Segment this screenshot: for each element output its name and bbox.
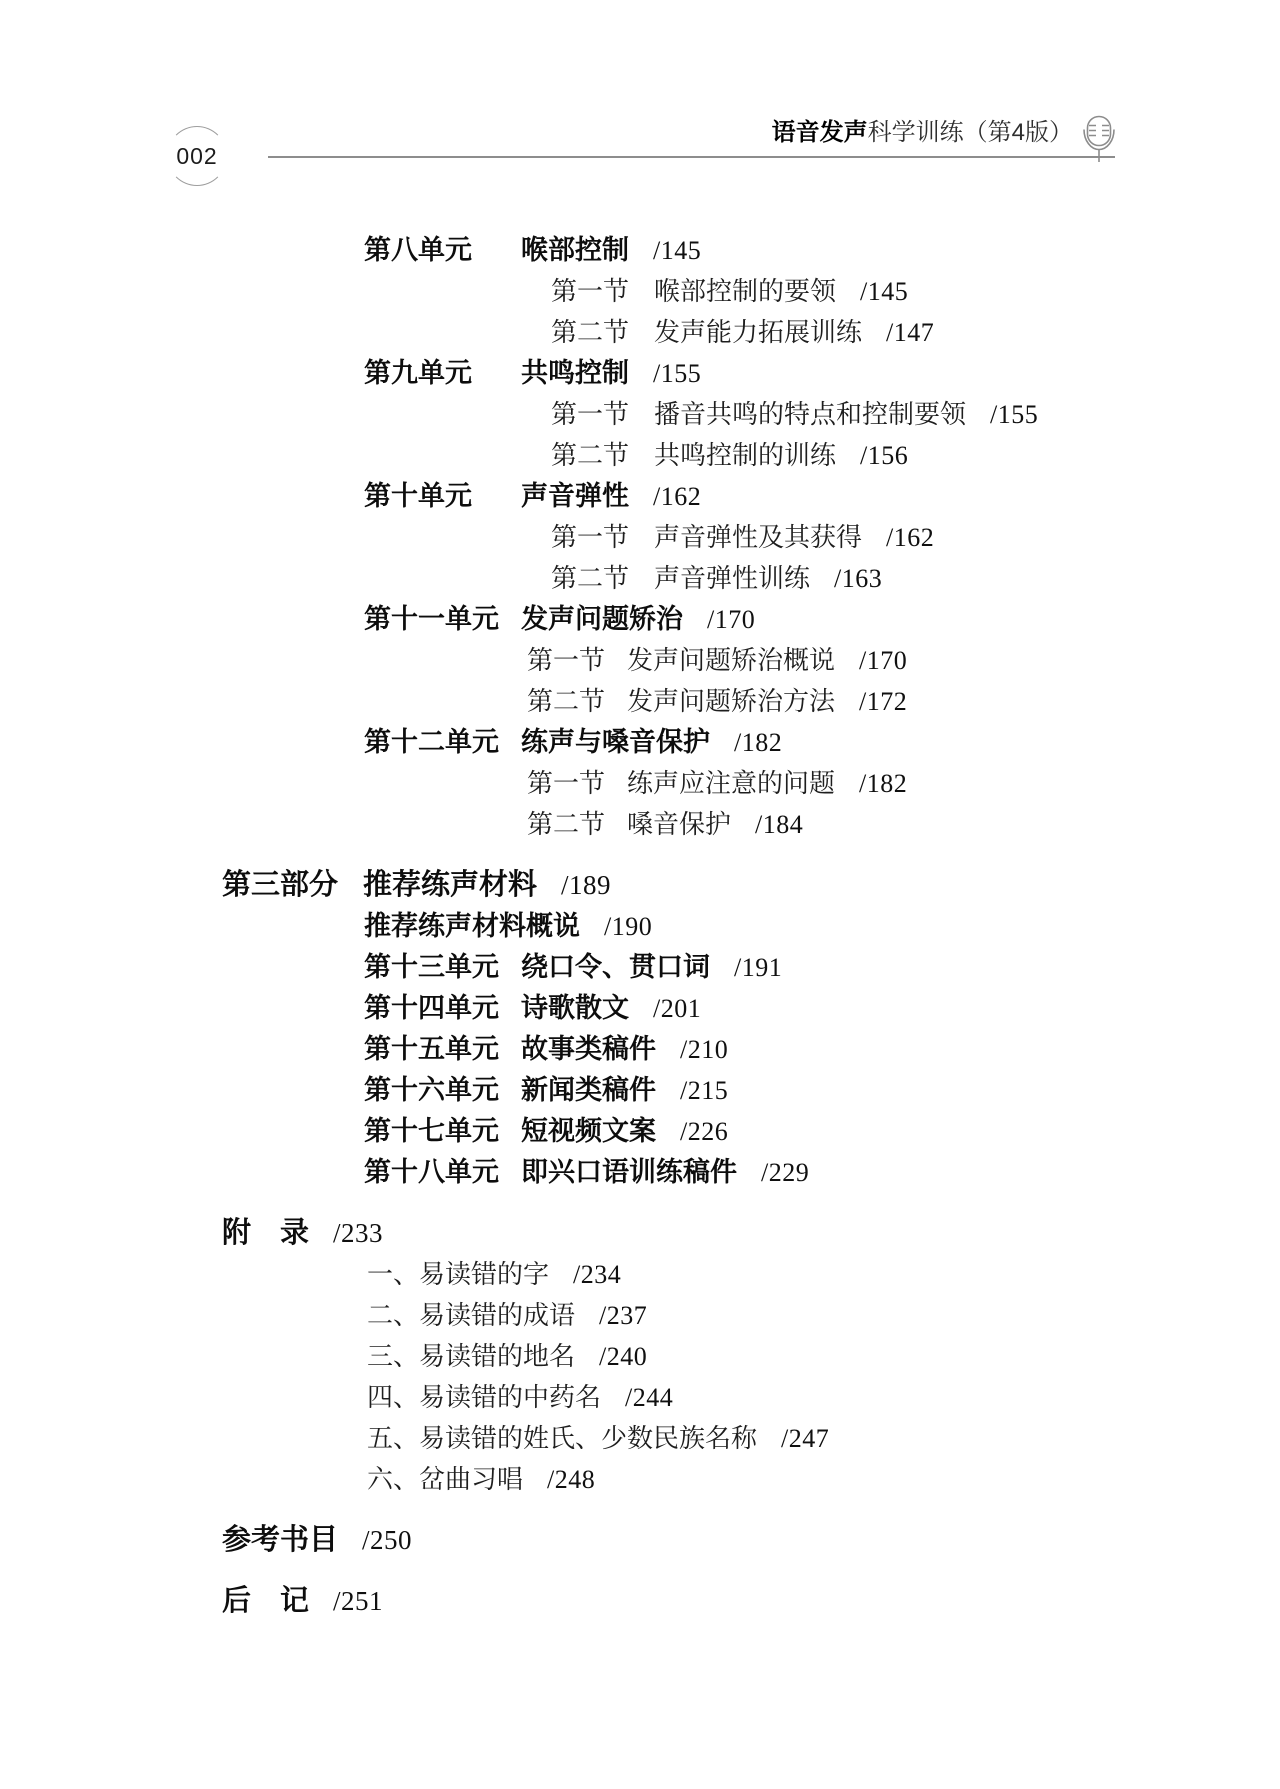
toc-entry-title-group [654, 558, 882, 599]
toc-page-number: /162 [653, 482, 702, 511]
toc-page-number: /237 [599, 1301, 648, 1330]
toc-entry-title: 喉部控制 [521, 235, 629, 265]
toc-entry-title-group [521, 599, 755, 640]
toc-entry-label: 第十二单元 [364, 727, 499, 757]
toc-entry [551, 312, 654, 353]
toc-row [0, 1070, 1280, 1111]
toc-row [0, 804, 1280, 845]
toc-row [0, 1459, 1280, 1500]
toc-page-number: /155 [653, 359, 702, 388]
toc-row [0, 722, 1280, 763]
toc-entry [551, 517, 654, 558]
toc-entry-title-group [627, 804, 803, 845]
toc-page-number: /210 [680, 1035, 729, 1064]
toc-entry [364, 1070, 499, 1111]
toc-row [0, 1152, 1280, 1193]
toc-row [0, 1520, 1280, 1561]
toc-entry-title: 发声问题矫治 [521, 604, 683, 634]
toc-entry-title-group [627, 640, 907, 681]
toc-entry-label: 第一节 [527, 768, 606, 798]
toc-entry-title: 三、易读错的地名 [367, 1341, 576, 1371]
page-number: 002 [176, 142, 218, 169]
toc-row [0, 230, 1280, 271]
toc-entry-title-group [521, 353, 701, 394]
toc-entry-title: 喉部控制的要领 [654, 276, 837, 306]
toc-entry-title: 发声问题矫治概说 [627, 645, 836, 675]
toc-page-number: /244 [625, 1383, 674, 1412]
toc-entry-title: 四、易读错的中药名 [367, 1382, 602, 1412]
toc-page-number: /155 [990, 400, 1039, 429]
toc-entry-label: 第二节 [551, 440, 630, 470]
toc-entry-label: 第十单元 [364, 481, 472, 511]
toc-entry-label: 第一节 [527, 645, 606, 675]
toc-entry [364, 1029, 499, 1070]
toc-entry-title-group [521, 947, 782, 988]
toc-page-number: /163 [834, 564, 883, 593]
toc-entry [527, 763, 627, 804]
toc-entry-title: 二、易读错的成语 [367, 1300, 576, 1330]
toc-entry-label: 第十五单元 [364, 1034, 499, 1064]
toc-entry-label: 第十一单元 [364, 604, 499, 634]
toc-entry-title: 故事类稿件 [521, 1034, 656, 1064]
toc-page-number: /234 [573, 1260, 622, 1289]
toc-entry-title: 练声与嗓音保护 [521, 727, 710, 757]
toc-page-number: /162 [886, 523, 935, 552]
toc-page-number: /190 [604, 912, 653, 941]
toc-page-number: /229 [761, 1158, 810, 1187]
toc-row [0, 906, 1280, 947]
toc-entry-label: 第八单元 [364, 235, 472, 265]
toc-entry [364, 947, 499, 988]
toc-entry-label: 第九单元 [364, 358, 472, 388]
toc-page-number: /247 [781, 1424, 830, 1453]
toc-entry-title-group [521, 230, 701, 271]
toc-entry-title: 播音共鸣的特点和控制要领 [654, 399, 967, 429]
toc-page-number: /170 [859, 646, 908, 675]
book-title-edition: 科学训练（第4版） [867, 119, 1073, 146]
toc-row [0, 1295, 1280, 1336]
toc-entry [364, 1111, 499, 1152]
toc-row [0, 1213, 1280, 1254]
toc-page-number: /240 [599, 1342, 648, 1371]
toc-entry [527, 804, 627, 845]
toc-entry-label: 第一节 [551, 276, 630, 306]
toc-entry-title-group [521, 476, 701, 517]
toc-row [0, 865, 1280, 906]
toc-entry-title: 共鸣控制的训练 [654, 440, 837, 470]
toc-entry-title: 声音弹性及其获得 [654, 522, 863, 552]
toc-page-number: /172 [859, 687, 908, 716]
toc-entry-title-group [521, 1152, 809, 1193]
toc-row [0, 1111, 1280, 1152]
toc-entry-label: 第十四单元 [364, 993, 499, 1023]
toc-entry-title-group [654, 312, 934, 353]
toc-page-number: /191 [734, 953, 783, 982]
toc-entry [364, 722, 499, 763]
toc-entry [364, 230, 472, 271]
toc-page-number: /250 [362, 1525, 413, 1555]
toc-entry-title-group [654, 435, 908, 476]
toc-page-number: /226 [680, 1117, 729, 1146]
toc-entry [222, 865, 338, 906]
toc-entry [222, 1581, 383, 1622]
toc-entry-title: 六、岔曲习唱 [367, 1464, 524, 1494]
toc-row [0, 1581, 1280, 1622]
toc-page-number: /147 [886, 318, 935, 347]
toc-entry [551, 558, 654, 599]
toc-row [0, 394, 1280, 435]
toc-page-number: /182 [734, 728, 783, 757]
toc-page-number: /156 [860, 441, 909, 470]
toc-entry-title-group [627, 763, 907, 804]
toc-row [0, 353, 1280, 394]
toc-entry-title-group [627, 681, 907, 722]
toc-entry-title: 诗歌散文 [521, 993, 629, 1023]
toc-entry-title: 新闻类稿件 [521, 1075, 656, 1105]
toc-page-number: /251 [333, 1586, 384, 1616]
toc-entry [364, 476, 472, 517]
toc-row [0, 517, 1280, 558]
toc-row [0, 681, 1280, 722]
toc-entry-title: 发声能力拓展训练 [654, 317, 863, 347]
toc-entry-title-group [521, 1111, 728, 1152]
toc-entry [364, 353, 472, 394]
toc-page-number: /233 [333, 1218, 384, 1248]
toc-page-number: /215 [680, 1076, 729, 1105]
toc-row [0, 599, 1280, 640]
toc-entry [222, 1213, 383, 1254]
toc-entry-title: 即兴口语训练稿件 [521, 1157, 737, 1187]
toc-entry-label: 第一节 [551, 399, 630, 429]
toc-entry-title: 嗓音保护 [627, 809, 732, 839]
toc-entry-title-group [521, 1070, 728, 1111]
toc-entry-label: 第二节 [551, 317, 630, 347]
toc-page-number: /145 [653, 236, 702, 265]
toc-entry [364, 599, 499, 640]
toc-entry-label: 第二节 [551, 563, 630, 593]
toc-entry-label: 参考书目 [222, 1524, 339, 1556]
book-title [772, 119, 1073, 146]
table-of-contents [0, 230, 1280, 1622]
book-title-bold: 语音发声 [771, 119, 868, 146]
toc-page-number: /189 [561, 870, 612, 900]
toc-entry-title-group [521, 722, 782, 763]
toc-row [0, 1377, 1280, 1418]
toc-entry [527, 681, 627, 722]
toc-page-number: /182 [859, 769, 908, 798]
toc-entry-label: 第一节 [551, 522, 630, 552]
toc-row [0, 1418, 1280, 1459]
toc-entry-label: 第十六单元 [364, 1075, 499, 1105]
toc-entry-title-group [367, 1459, 595, 1500]
toc-entry [551, 271, 654, 312]
toc-entry-title: 练声应注意的问题 [627, 768, 836, 798]
toc-entry-title: 一、易读错的字 [367, 1259, 550, 1289]
toc-entry-title-group [654, 517, 934, 558]
toc-entry-label: 第二节 [527, 809, 606, 839]
toc-entry-title-group [367, 1254, 621, 1295]
toc-entry-label: 第十三单元 [364, 952, 499, 982]
toc-entry [364, 1152, 499, 1193]
toc-entry-label: 后 记 [222, 1585, 310, 1617]
header-rule [268, 156, 1115, 158]
toc-row [0, 435, 1280, 476]
toc-entry-title: 推荐练声材料 [363, 869, 538, 901]
toc-entry [364, 988, 499, 1029]
toc-entry-title: 发声问题矫治方法 [627, 686, 836, 716]
toc-entry-label: 附 录 [222, 1217, 310, 1249]
toc-row [0, 640, 1280, 681]
toc-row [0, 1029, 1280, 1070]
toc-page-number: /184 [755, 810, 804, 839]
toc-entry [222, 1520, 412, 1561]
toc-entry-title-group [521, 1029, 728, 1070]
toc-entry-title: 声音弹性 [521, 481, 629, 511]
toc-entry-title: 绕口令、贯口词 [521, 952, 710, 982]
toc-row [0, 763, 1280, 804]
toc-entry-title-group [363, 865, 611, 906]
toc-page-number: /201 [653, 994, 702, 1023]
toc-entry-title: 声音弹性训练 [654, 563, 811, 593]
toc-entry-title-group [367, 1377, 673, 1418]
toc-entry-title-group [654, 271, 908, 312]
toc-entry [527, 640, 627, 681]
toc-entry-title: 短视频文案 [521, 1116, 656, 1146]
microphone-icon [1083, 115, 1115, 163]
toc-row [0, 271, 1280, 312]
toc-entry [551, 394, 654, 435]
toc-entry-title-group [364, 906, 652, 947]
toc-row [0, 988, 1280, 1029]
toc-page-number: /145 [860, 277, 909, 306]
toc-page-number: /170 [707, 605, 756, 634]
toc-entry-title: 五、易读错的姓氏、少数民族名称 [367, 1423, 758, 1453]
toc-entry-label: 第二节 [527, 686, 606, 716]
toc-row [0, 947, 1280, 988]
toc-entry-title-group [367, 1295, 647, 1336]
toc-entry-title: 推荐练声材料概说 [364, 911, 580, 941]
toc-entry-title-group [367, 1336, 647, 1377]
toc-entry-title-group [654, 394, 1038, 435]
toc-page-number: /248 [547, 1465, 596, 1494]
toc-entry-label: 第十七单元 [364, 1116, 499, 1146]
toc-row [0, 312, 1280, 353]
toc-entry-label: 第十八单元 [364, 1157, 499, 1187]
toc-row [0, 476, 1280, 517]
toc-row [0, 1254, 1280, 1295]
toc-entry-title-group [521, 988, 701, 1029]
toc-row [0, 1336, 1280, 1377]
toc-entry [551, 435, 654, 476]
toc-entry-title-group [367, 1418, 829, 1459]
toc-entry-title: 共鸣控制 [521, 358, 629, 388]
toc-entry-label: 第三部分 [222, 869, 339, 901]
toc-row [0, 558, 1280, 599]
